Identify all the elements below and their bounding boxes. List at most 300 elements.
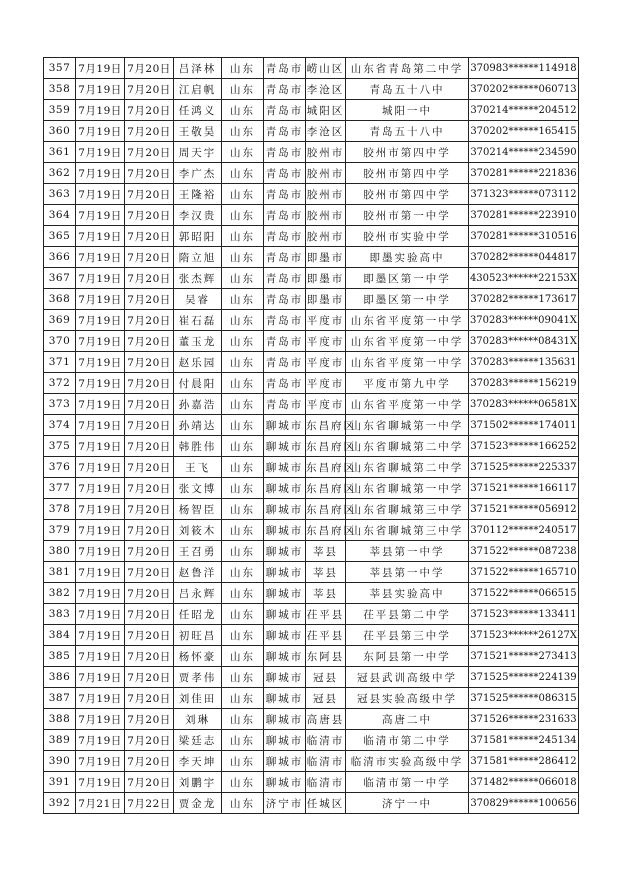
city-cell: 济宁市 — [264, 793, 306, 814]
student-name-cell: 江启帆 — [174, 79, 222, 100]
province-cell: 山东 — [222, 541, 264, 562]
student-name-cell: 刘筱木 — [174, 520, 222, 541]
id-number-cell: 371581******286412 — [469, 751, 579, 772]
id-number-cell: 370202******165415 — [469, 121, 579, 142]
end-date-cell: 7月20日 — [125, 394, 174, 415]
city-cell: 聊城市 — [264, 520, 306, 541]
city-cell: 聊城市 — [264, 751, 306, 772]
student-name-cell: 孙嘉浩 — [174, 394, 222, 415]
district-cell: 胶州市 — [306, 142, 346, 163]
end-date-cell: 7月20日 — [125, 520, 174, 541]
student-name-cell: 贾孝伟 — [174, 667, 222, 688]
school-cell: 即墨区第一中学 — [346, 289, 469, 310]
district-cell: 高唐县 — [306, 709, 346, 730]
row-number-cell: 365 — [44, 226, 76, 247]
start-date-cell: 7月19日 — [76, 205, 125, 226]
student-name-cell: 刘琳 — [174, 709, 222, 730]
school-cell: 莘县实验高中 — [346, 583, 469, 604]
province-cell: 山东 — [222, 436, 264, 457]
district-cell: 莘县 — [306, 562, 346, 583]
city-cell: 青岛市 — [264, 100, 306, 121]
end-date-cell: 7月20日 — [125, 625, 174, 646]
school-cell: 高唐二中 — [346, 709, 469, 730]
school-cell: 东阿县第一中学 — [346, 646, 469, 667]
id-number-cell: 370202******060713 — [469, 79, 579, 100]
table-row — [44, 520, 579, 541]
id-number-cell: 371523******26127X — [469, 625, 579, 646]
district-cell: 胶州市 — [306, 163, 346, 184]
row-number-cell: 383 — [44, 604, 76, 625]
city-cell: 青岛市 — [264, 289, 306, 310]
student-name-cell: 周天宇 — [174, 142, 222, 163]
school-cell: 即墨实验高中 — [346, 247, 469, 268]
row-number-cell: 371 — [44, 352, 76, 373]
start-date-cell: 7月19日 — [76, 751, 125, 772]
student-name-cell: 隋立旭 — [174, 247, 222, 268]
end-date-cell: 7月20日 — [125, 247, 174, 268]
start-date-cell: 7月19日 — [76, 121, 125, 142]
province-cell: 山东 — [222, 646, 264, 667]
start-date-cell: 7月19日 — [76, 709, 125, 730]
province-cell: 山东 — [222, 58, 264, 79]
district-cell: 东昌府区 — [306, 520, 346, 541]
city-cell: 聊城市 — [264, 667, 306, 688]
table-row — [44, 205, 579, 226]
district-cell: 东阿县 — [306, 646, 346, 667]
district-cell: 平度市 — [306, 310, 346, 331]
end-date-cell: 7月20日 — [125, 58, 174, 79]
province-cell: 山东 — [222, 310, 264, 331]
start-date-cell: 7月19日 — [76, 457, 125, 478]
student-name-cell: 吕永辉 — [174, 583, 222, 604]
row-number-cell: 364 — [44, 205, 76, 226]
school-cell: 茌平县第二中学 — [346, 604, 469, 625]
province-cell: 山东 — [222, 184, 264, 205]
table-row — [44, 352, 579, 373]
end-date-cell: 7月20日 — [125, 730, 174, 751]
school-cell: 冠县实验高级中学 — [346, 688, 469, 709]
id-number-cell: 370281******221836 — [469, 163, 579, 184]
start-date-cell: 7月19日 — [76, 268, 125, 289]
table-row — [44, 499, 579, 520]
student-name-cell: 张文博 — [174, 478, 222, 499]
province-cell: 山东 — [222, 772, 264, 793]
province-cell: 山东 — [222, 205, 264, 226]
district-cell: 东昌府区 — [306, 457, 346, 478]
id-number-cell: 371581******245134 — [469, 730, 579, 751]
student-name-cell: 赵乐园 — [174, 352, 222, 373]
table-row — [44, 58, 579, 79]
start-date-cell: 7月19日 — [76, 247, 125, 268]
id-number-cell: 370214******204512 — [469, 100, 579, 121]
city-cell: 青岛市 — [264, 373, 306, 394]
school-cell: 山东省平度第一中学 — [346, 310, 469, 331]
end-date-cell: 7月20日 — [125, 688, 174, 709]
city-cell: 青岛市 — [264, 226, 306, 247]
row-number-cell: 385 — [44, 646, 76, 667]
end-date-cell: 7月20日 — [125, 184, 174, 205]
row-number-cell: 382 — [44, 583, 76, 604]
school-cell: 山东省聊城第二中学 — [346, 457, 469, 478]
row-number-cell: 359 — [44, 100, 76, 121]
table-row — [44, 709, 579, 730]
table-row — [44, 100, 579, 121]
table-row — [44, 268, 579, 289]
row-number-cell: 392 — [44, 793, 76, 814]
table-row — [44, 394, 579, 415]
end-date-cell: 7月20日 — [125, 583, 174, 604]
id-number-cell: 371502******174011 — [469, 415, 579, 436]
district-cell: 东昌府区 — [306, 436, 346, 457]
row-number-cell: 360 — [44, 121, 76, 142]
end-date-cell: 7月20日 — [125, 436, 174, 457]
city-cell: 青岛市 — [264, 352, 306, 373]
id-number-cell: 370282******173617 — [469, 289, 579, 310]
district-cell: 即墨市 — [306, 247, 346, 268]
id-number-cell: 371525******086315 — [469, 688, 579, 709]
district-cell: 冠县 — [306, 667, 346, 688]
row-number-cell: 387 — [44, 688, 76, 709]
city-cell: 聊城市 — [264, 604, 306, 625]
start-date-cell: 7月19日 — [76, 184, 125, 205]
city-cell: 聊城市 — [264, 457, 306, 478]
id-number-cell: 370283******156219 — [469, 373, 579, 394]
city-cell: 青岛市 — [264, 310, 306, 331]
district-cell: 临清市 — [306, 751, 346, 772]
start-date-cell: 7月19日 — [76, 478, 125, 499]
school-cell: 临清市第一中学 — [346, 772, 469, 793]
table-row — [44, 730, 579, 751]
school-cell: 青岛五十八中 — [346, 121, 469, 142]
province-cell: 山东 — [222, 289, 264, 310]
end-date-cell: 7月20日 — [125, 310, 174, 331]
id-number-cell: 370983******114918 — [469, 58, 579, 79]
start-date-cell: 7月19日 — [76, 142, 125, 163]
student-name-cell: 李广杰 — [174, 163, 222, 184]
city-cell: 青岛市 — [264, 79, 306, 100]
end-date-cell: 7月20日 — [125, 163, 174, 184]
school-cell: 莘县第一中学 — [346, 541, 469, 562]
district-cell: 莘县 — [306, 541, 346, 562]
row-number-cell: 374 — [44, 415, 76, 436]
province-cell: 山东 — [222, 331, 264, 352]
school-cell: 济宁一中 — [346, 793, 469, 814]
table-row — [44, 184, 579, 205]
student-name-cell: 崔石磊 — [174, 310, 222, 331]
school-cell: 茌平县第三中学 — [346, 625, 469, 646]
row-number-cell: 377 — [44, 478, 76, 499]
row-number-cell: 379 — [44, 520, 76, 541]
row-number-cell: 363 — [44, 184, 76, 205]
id-number-cell: 370281******310516 — [469, 226, 579, 247]
province-cell: 山东 — [222, 394, 264, 415]
row-number-cell: 381 — [44, 562, 76, 583]
school-cell: 胶州市第四中学 — [346, 163, 469, 184]
city-cell: 青岛市 — [264, 142, 306, 163]
row-number-cell: 386 — [44, 667, 76, 688]
id-number-cell: 370283******09041X — [469, 310, 579, 331]
table-row — [44, 247, 579, 268]
district-cell: 城阳区 — [306, 100, 346, 121]
table-row — [44, 478, 579, 499]
id-number-cell: 430523******22153X — [469, 268, 579, 289]
city-cell: 聊城市 — [264, 772, 306, 793]
school-cell: 即墨区第一中学 — [346, 268, 469, 289]
table-row — [44, 373, 579, 394]
school-cell: 山东省聊城第一中学 — [346, 415, 469, 436]
province-cell: 山东 — [222, 709, 264, 730]
city-cell: 青岛市 — [264, 394, 306, 415]
table-row — [44, 667, 579, 688]
city-cell: 聊城市 — [264, 625, 306, 646]
id-number-cell: 371521******056912 — [469, 499, 579, 520]
table-row — [44, 163, 579, 184]
id-number-cell: 371523******133411 — [469, 604, 579, 625]
province-cell: 山东 — [222, 79, 264, 100]
student-name-cell: 梁廷志 — [174, 730, 222, 751]
province-cell: 山东 — [222, 520, 264, 541]
id-number-cell: 371521******273413 — [469, 646, 579, 667]
province-cell: 山东 — [222, 373, 264, 394]
district-cell: 茌平县 — [306, 625, 346, 646]
table-body — [44, 58, 579, 814]
province-cell: 山东 — [222, 163, 264, 184]
row-number-cell: 366 — [44, 247, 76, 268]
end-date-cell: 7月20日 — [125, 289, 174, 310]
city-cell: 聊城市 — [264, 583, 306, 604]
start-date-cell: 7月19日 — [76, 373, 125, 394]
table-row — [44, 436, 579, 457]
student-name-cell: 贾金龙 — [174, 793, 222, 814]
district-cell: 东昌府区 — [306, 499, 346, 520]
province-cell: 山东 — [222, 268, 264, 289]
province-cell: 山东 — [222, 352, 264, 373]
district-cell: 平度市 — [306, 394, 346, 415]
end-date-cell: 7月20日 — [125, 205, 174, 226]
school-cell: 城阳一中 — [346, 100, 469, 121]
district-cell: 东昌府区 — [306, 415, 346, 436]
start-date-cell: 7月21日 — [76, 793, 125, 814]
row-number-cell: 384 — [44, 625, 76, 646]
table-row — [44, 79, 579, 100]
start-date-cell: 7月19日 — [76, 520, 125, 541]
province-cell: 山东 — [222, 226, 264, 247]
start-date-cell: 7月19日 — [76, 226, 125, 247]
student-name-cell: 王飞 — [174, 457, 222, 478]
end-date-cell: 7月22日 — [125, 793, 174, 814]
city-cell: 青岛市 — [264, 163, 306, 184]
district-cell: 茌平县 — [306, 604, 346, 625]
start-date-cell: 7月19日 — [76, 289, 125, 310]
student-name-cell: 付晨阳 — [174, 373, 222, 394]
province-cell: 山东 — [222, 142, 264, 163]
id-number-cell: 370283******08431X — [469, 331, 579, 352]
roster-table — [43, 57, 579, 814]
province-cell: 山东 — [222, 604, 264, 625]
district-cell: 莘县 — [306, 583, 346, 604]
end-date-cell: 7月20日 — [125, 373, 174, 394]
student-name-cell: 任鸿义 — [174, 100, 222, 121]
province-cell: 山东 — [222, 667, 264, 688]
province-cell: 山东 — [222, 478, 264, 499]
row-number-cell: 389 — [44, 730, 76, 751]
id-number-cell: 371323******073112 — [469, 184, 579, 205]
row-number-cell: 368 — [44, 289, 76, 310]
id-number-cell: 371521******166117 — [469, 478, 579, 499]
row-number-cell: 390 — [44, 751, 76, 772]
row-number-cell: 361 — [44, 142, 76, 163]
province-cell: 山东 — [222, 121, 264, 142]
table-row — [44, 604, 579, 625]
student-name-cell: 任昭龙 — [174, 604, 222, 625]
row-number-cell: 357 — [44, 58, 76, 79]
end-date-cell: 7月20日 — [125, 415, 174, 436]
start-date-cell: 7月19日 — [76, 394, 125, 415]
start-date-cell: 7月19日 — [76, 688, 125, 709]
id-number-cell: 370283******06581X — [469, 394, 579, 415]
school-cell: 山东省聊城第二中学 — [346, 436, 469, 457]
end-date-cell: 7月20日 — [125, 751, 174, 772]
row-number-cell: 391 — [44, 772, 76, 793]
start-date-cell: 7月19日 — [76, 541, 125, 562]
school-cell: 山东省平度第一中学 — [346, 331, 469, 352]
city-cell: 聊城市 — [264, 499, 306, 520]
id-number-cell: 371522******087238 — [469, 541, 579, 562]
school-cell: 山东省平度第一中学 — [346, 352, 469, 373]
city-cell: 聊城市 — [264, 688, 306, 709]
table-row — [44, 646, 579, 667]
city-cell: 聊城市 — [264, 541, 306, 562]
student-name-cell: 王召勇 — [174, 541, 222, 562]
city-cell: 聊城市 — [264, 436, 306, 457]
start-date-cell: 7月19日 — [76, 79, 125, 100]
id-number-cell: 370282******044817 — [469, 247, 579, 268]
end-date-cell: 7月20日 — [125, 79, 174, 100]
province-cell: 山东 — [222, 730, 264, 751]
table-row — [44, 541, 579, 562]
table-row — [44, 625, 579, 646]
end-date-cell: 7月20日 — [125, 352, 174, 373]
student-name-cell: 李汉贵 — [174, 205, 222, 226]
end-date-cell: 7月20日 — [125, 268, 174, 289]
city-cell: 青岛市 — [264, 247, 306, 268]
district-cell: 平度市 — [306, 331, 346, 352]
school-cell: 青岛五十八中 — [346, 79, 469, 100]
table-row — [44, 142, 579, 163]
table-row — [44, 289, 579, 310]
student-name-cell: 吴睿 — [174, 289, 222, 310]
school-cell: 胶州市第四中学 — [346, 142, 469, 163]
table-row — [44, 562, 579, 583]
end-date-cell: 7月20日 — [125, 646, 174, 667]
start-date-cell: 7月19日 — [76, 772, 125, 793]
table-row — [44, 751, 579, 772]
district-cell: 崂山区 — [306, 58, 346, 79]
start-date-cell: 7月19日 — [76, 562, 125, 583]
end-date-cell: 7月20日 — [125, 709, 174, 730]
province-cell: 山东 — [222, 415, 264, 436]
id-number-cell: 371523******166252 — [469, 436, 579, 457]
district-cell: 胶州市 — [306, 226, 346, 247]
start-date-cell: 7月19日 — [76, 499, 125, 520]
id-number-cell: 370829******100656 — [469, 793, 579, 814]
school-cell: 胶州市第四中学 — [346, 184, 469, 205]
province-cell: 山东 — [222, 688, 264, 709]
district-cell: 冠县 — [306, 688, 346, 709]
end-date-cell: 7月20日 — [125, 604, 174, 625]
row-number-cell: 388 — [44, 709, 76, 730]
province-cell: 山东 — [222, 562, 264, 583]
end-date-cell: 7月20日 — [125, 478, 174, 499]
start-date-cell: 7月19日 — [76, 163, 125, 184]
id-number-cell: 371522******165710 — [469, 562, 579, 583]
student-name-cell: 杨怀豪 — [174, 646, 222, 667]
city-cell: 聊城市 — [264, 562, 306, 583]
student-name-cell: 张杰辉 — [174, 268, 222, 289]
student-name-cell: 李天坤 — [174, 751, 222, 772]
district-cell: 临清市 — [306, 730, 346, 751]
province-cell: 山东 — [222, 751, 264, 772]
start-date-cell: 7月19日 — [76, 730, 125, 751]
end-date-cell: 7月20日 — [125, 667, 174, 688]
city-cell: 青岛市 — [264, 331, 306, 352]
school-cell: 临清市实验高级中学 — [346, 751, 469, 772]
id-number-cell: 370283******135631 — [469, 352, 579, 373]
school-cell: 临清市第二中学 — [346, 730, 469, 751]
school-cell: 平度市第九中学 — [346, 373, 469, 394]
school-cell: 莘县第一中学 — [346, 562, 469, 583]
end-date-cell: 7月20日 — [125, 121, 174, 142]
student-name-cell: 杨智臣 — [174, 499, 222, 520]
city-cell: 聊城市 — [264, 709, 306, 730]
id-number-cell: 371522******066515 — [469, 583, 579, 604]
city-cell: 聊城市 — [264, 415, 306, 436]
district-cell: 即墨市 — [306, 289, 346, 310]
district-cell: 李沧区 — [306, 79, 346, 100]
city-cell: 青岛市 — [264, 58, 306, 79]
row-number-cell: 380 — [44, 541, 76, 562]
start-date-cell: 7月19日 — [76, 58, 125, 79]
student-name-cell: 孙靖达 — [174, 415, 222, 436]
table-row — [44, 583, 579, 604]
row-number-cell: 376 — [44, 457, 76, 478]
district-cell: 即墨市 — [306, 268, 346, 289]
city-cell: 聊城市 — [264, 730, 306, 751]
start-date-cell: 7月19日 — [76, 583, 125, 604]
city-cell: 聊城市 — [264, 478, 306, 499]
city-cell: 青岛市 — [264, 184, 306, 205]
row-number-cell: 358 — [44, 79, 76, 100]
school-cell: 山东省平度第一中学 — [346, 394, 469, 415]
table-row — [44, 121, 579, 142]
row-number-cell: 378 — [44, 499, 76, 520]
end-date-cell: 7月20日 — [125, 100, 174, 121]
district-cell: 平度市 — [306, 373, 346, 394]
province-cell: 山东 — [222, 793, 264, 814]
id-number-cell: 371525******225337 — [469, 457, 579, 478]
start-date-cell: 7月19日 — [76, 415, 125, 436]
row-number-cell: 370 — [44, 331, 76, 352]
end-date-cell: 7月20日 — [125, 457, 174, 478]
province-cell: 山东 — [222, 457, 264, 478]
province-cell: 山东 — [222, 499, 264, 520]
end-date-cell: 7月20日 — [125, 772, 174, 793]
student-name-cell: 初旺昌 — [174, 625, 222, 646]
student-name-cell: 赵鲁洋 — [174, 562, 222, 583]
start-date-cell: 7月19日 — [76, 310, 125, 331]
student-name-cell: 刘佳田 — [174, 688, 222, 709]
row-number-cell: 373 — [44, 394, 76, 415]
